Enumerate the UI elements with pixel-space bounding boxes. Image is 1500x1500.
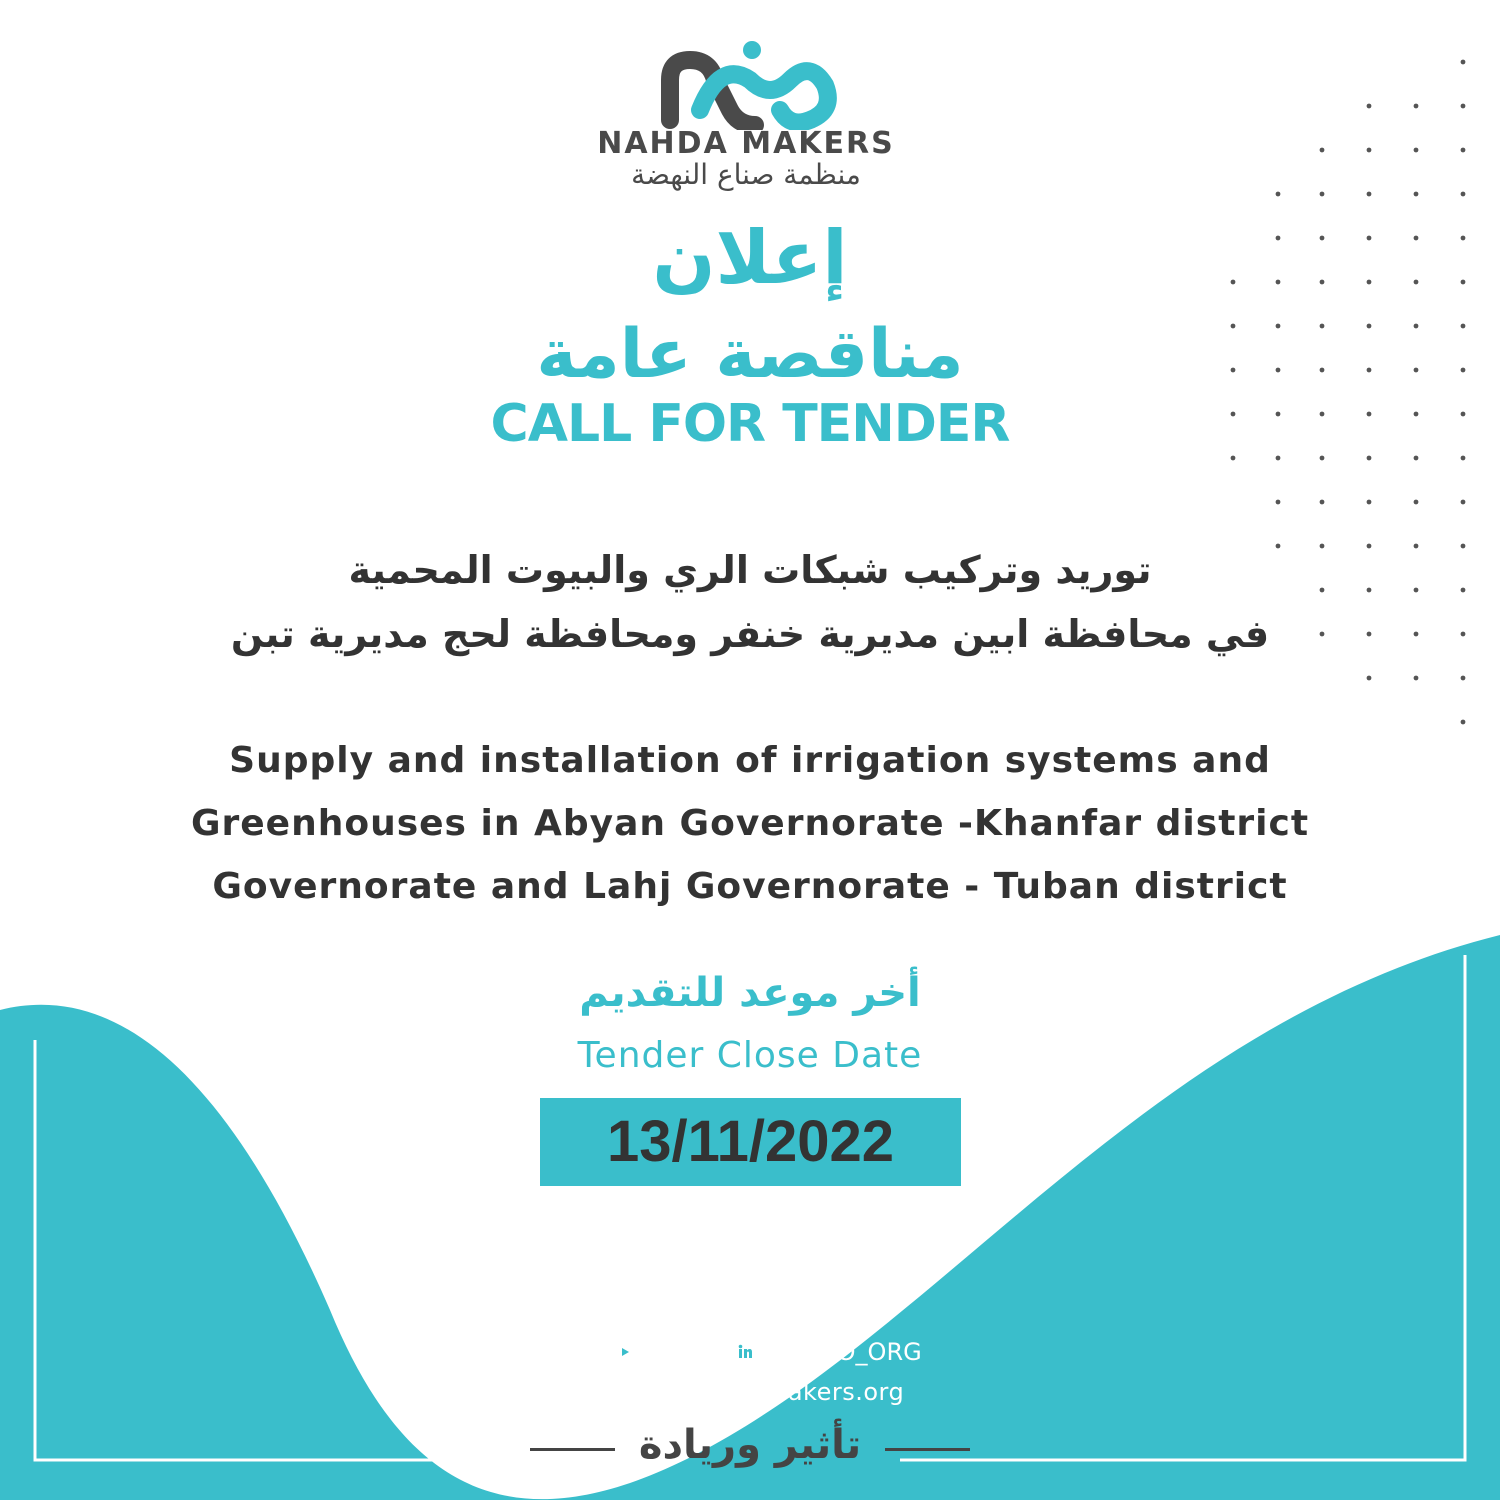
decorative-dot [1414,676,1419,681]
description-ar-line1: توريد وتركيب شبكات الري والبيوت المحمية [348,548,1152,592]
social-links [572,1334,922,1370]
description-en-line3: Governorate and Lahj Governorate - Tuban district [212,866,1288,907]
decorative-dot [1367,500,1372,505]
tender-heading-ar: مناقصة عامة [536,315,964,394]
decorative-dot [1276,500,1281,505]
decorative-dot [1320,500,1325,505]
facebook-icon[interactable] [572,1339,598,1365]
deadline-label-ar: أخر موعد للتقديم [579,970,921,1016]
description-en-line2: Greenhouses in Abyan Governorate -Khanfar district [190,803,1310,844]
social-handle[interactable]: @NMO_ORG [774,1338,922,1366]
decorative-dot [1461,720,1466,725]
decorative-dot [1367,676,1372,681]
decorative-dot [1320,456,1325,461]
deadline-date-box [540,1098,961,1186]
decorative-dot [1320,192,1325,197]
globe-icon [570,1373,604,1411]
decorative-dot [1367,148,1372,153]
logo-name-en: NAHDA MAKERS [597,126,895,161]
decorative-dot [1461,192,1466,197]
description-ar-line2: في محافظة ابين مديرية خنفر ومحافظة لحج مديرية تبن [230,612,1270,656]
slogan [530,1418,970,1478]
decorative-dot [1461,456,1466,461]
nmo-logo-icon [660,40,840,130]
deadline-date: 13/11/2022 [606,1109,895,1174]
youtube-icon[interactable] [612,1339,638,1365]
decorative-dot [1461,676,1466,681]
decorative-dot [1276,456,1281,461]
decorative-dot [1367,456,1372,461]
description-en-line1: Supply and installation of irrigation systems and [229,740,1271,781]
decorative-dot [1367,192,1372,197]
decorative-dot [1367,104,1372,109]
decorative-dot [1461,60,1466,65]
decorative-dot [1414,456,1419,461]
deadline-label-en: Tender Close Date [577,1035,923,1076]
website-link[interactable]: www.NahdaMakers.org [620,1378,905,1406]
slogan-divider-right [885,1448,970,1451]
twitter-icon[interactable] [652,1339,678,1365]
decorative-dot [1414,148,1419,153]
decorative-dot [1414,500,1419,505]
linkedin-icon[interactable] [732,1339,758,1365]
announcement-heading: إعلان [652,215,848,301]
logo-name-ar: منظمة صناع النهضة [631,158,861,191]
decorative-dot [1461,104,1466,109]
decorative-dot [1414,104,1419,109]
decorative-dot [1276,192,1281,197]
decorative-dot [1461,148,1466,153]
instagram-icon[interactable] [692,1339,718,1365]
website-row [570,1374,904,1410]
slogan-divider-left [530,1448,615,1451]
decorative-dot [1461,500,1466,505]
decorative-dot [1231,456,1236,461]
decorative-dot [1414,192,1419,197]
teal-wave [0,935,1500,1500]
decorative-dot [1320,148,1325,153]
tender-heading-en: CALL FOR TENDER [490,394,1010,454]
slogan-text: تأثير وريادة [638,1422,862,1468]
